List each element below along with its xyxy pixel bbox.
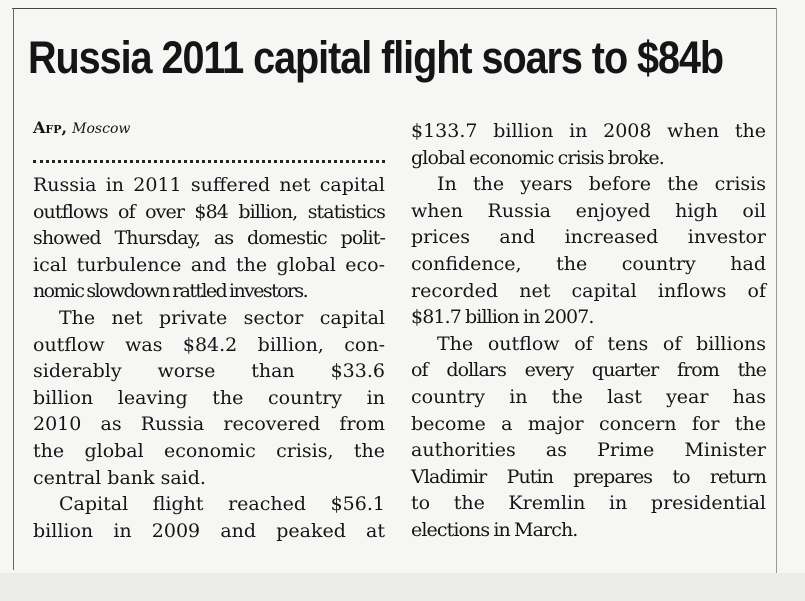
text-line: recorded net capital inflows of [411, 279, 766, 302]
text-line: authorities as Prime Minister [411, 439, 766, 462]
text-line: $81.7 billion in 2007. [411, 306, 594, 329]
text-line: siderably worse than $33.6 [33, 360, 385, 383]
text-line: of dollars every quarter from the [411, 359, 766, 382]
text-line: The outflow of tens of billions [437, 332, 766, 355]
text-line: become a major concern for the [411, 412, 766, 435]
text-line: elections in March. [411, 518, 578, 541]
article-headline: Russia 2011 capital flight soars to $84b [28, 32, 724, 83]
left-column-rule [13, 8, 14, 570]
text-line: outflow was $84.2 billion, con- [33, 333, 385, 356]
byline-agency: Afp, [33, 118, 68, 137]
text-line: outflows of over $84 billion, statistics [33, 200, 385, 223]
text-line: when Russia enjoyed high oil [411, 199, 766, 222]
text-line: the global economic crisis, the [33, 439, 385, 462]
text-line: $133.7 billion in 2008 when the [411, 120, 766, 142]
text-line: showed Thursday, as domestic polit- [33, 227, 385, 250]
article-byline [33, 118, 130, 137]
text-line: billion leaving the country in [33, 386, 385, 409]
text-line: In the years before the crisis [437, 173, 766, 196]
article-column-right [411, 118, 766, 544]
right-column-rule [776, 8, 777, 598]
byline-city: Moscow [72, 121, 131, 137]
text-line: confidence, the country had [411, 252, 766, 275]
text-line: 2010 as Russia recovered from [33, 413, 385, 436]
text-line: global economic crisis broke. [411, 146, 664, 169]
text-line: Vladimir Putin prepares to return [411, 465, 766, 488]
page-bottom-margin [0, 573, 805, 601]
text-line: nomic slowdown rattled investors. [33, 280, 308, 303]
byline-dotted-rule [33, 160, 385, 163]
text-line: central bank said. [33, 466, 206, 489]
text-line: ical turbulence and the global eco- [33, 253, 385, 276]
article-column-left [33, 172, 385, 544]
text-line: Capital flight reached $56.1 [59, 493, 385, 516]
text-line: country in the last year has [411, 385, 766, 408]
top-rule [12, 8, 776, 9]
text-line: billion in 2009 and peaked at [33, 519, 385, 542]
text-line: prices and increased investor [411, 226, 766, 249]
text-line: to the Kremlin in presidential [411, 492, 766, 515]
text-line: Russia in 2011 suffered net capital [33, 174, 385, 196]
text-line: The net private sector capital [59, 306, 385, 329]
